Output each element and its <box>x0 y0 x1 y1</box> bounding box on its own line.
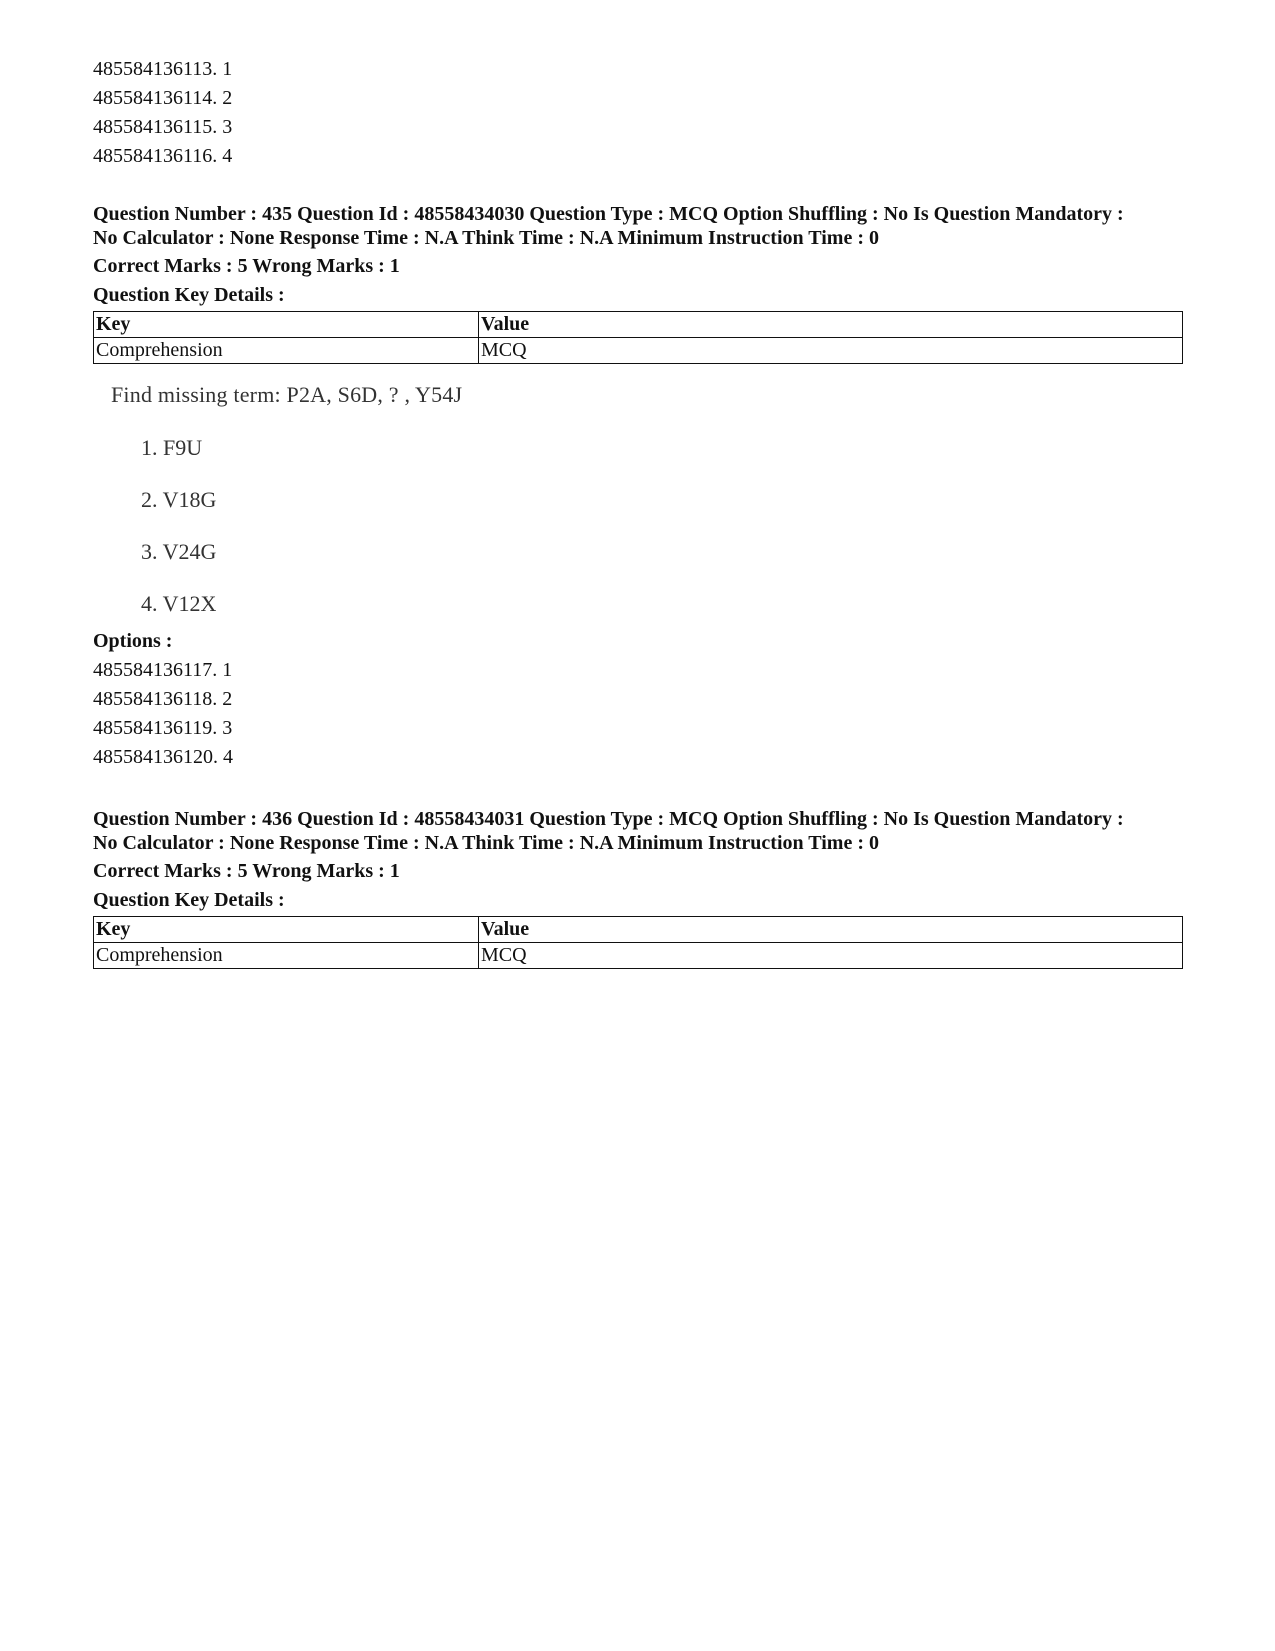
previous-options-list <box>93 55 1183 171</box>
question-435 <box>93 202 1183 364</box>
question-option: 1. F9U <box>141 435 203 460</box>
option-id-line: 485584136116. 4 <box>93 145 233 167</box>
table-header-key: Key <box>94 312 479 338</box>
table-row <box>94 338 1183 364</box>
option-id-line: 485584136113. 1 <box>93 58 233 80</box>
question-header-line2: No Calculator : None Response Time : N.A Think Time : N.A Minimum Instruction Time : 0 <box>93 832 879 854</box>
option-id-line: 485584136115. 3 <box>93 116 233 138</box>
key-details-label: Question Key Details : <box>93 284 285 306</box>
marks-line: Correct Marks : 5 Wrong Marks : 1 <box>93 860 400 882</box>
option-id-line: 485584136119. 3 <box>93 717 233 739</box>
question-option: 2. V18G <box>141 487 217 512</box>
question-option: 4. V12X <box>141 591 217 616</box>
option-id-line: 485584136118. 2 <box>93 688 233 710</box>
option-id-line: 485584136117. 1 <box>93 659 233 681</box>
table-header-key: Key <box>94 917 479 943</box>
table-header-row <box>94 917 1183 943</box>
key-details-table <box>93 916 1183 969</box>
table-header-row <box>94 312 1183 338</box>
marks-line: Correct Marks : 5 Wrong Marks : 1 <box>93 255 400 277</box>
question-text: Find missing term: P2A, S6D, ? , Y54J <box>111 382 463 407</box>
table-cell-value: MCQ <box>479 943 1183 969</box>
question-option: 3. V24G <box>141 539 217 564</box>
key-details-table <box>93 311 1183 364</box>
question-header-line2: No Calculator : None Response Time : N.A Think Time : N.A Minimum Instruction Time : 0 <box>93 227 879 249</box>
option-id-line: 485584136114. 2 <box>93 87 233 109</box>
question-header-line1: Question Number : 435 Question Id : 48558434030 Question Type : MCQ Option Shuffling : No Is Question Mandatory : <box>93 203 1124 225</box>
options-section <box>93 627 1183 772</box>
table-header-value: Value <box>479 917 1183 943</box>
table-header-value: Value <box>479 312 1183 338</box>
question-header-line1: Question Number : 436 Question Id : 48558434031 Question Type : MCQ Option Shuffling : No Is Question Mandatory : <box>93 808 1124 830</box>
table-cell-key: Comprehension <box>94 943 479 969</box>
question-436 <box>93 807 1183 969</box>
options-label: Options : <box>93 630 173 652</box>
table-cell-key: Comprehension <box>94 338 479 364</box>
question-image-content <box>93 382 693 632</box>
key-details-label: Question Key Details : <box>93 889 285 911</box>
table-row <box>94 943 1183 969</box>
table-cell-value: MCQ <box>479 338 1183 364</box>
option-id-line: 485584136120. 4 <box>93 746 233 768</box>
